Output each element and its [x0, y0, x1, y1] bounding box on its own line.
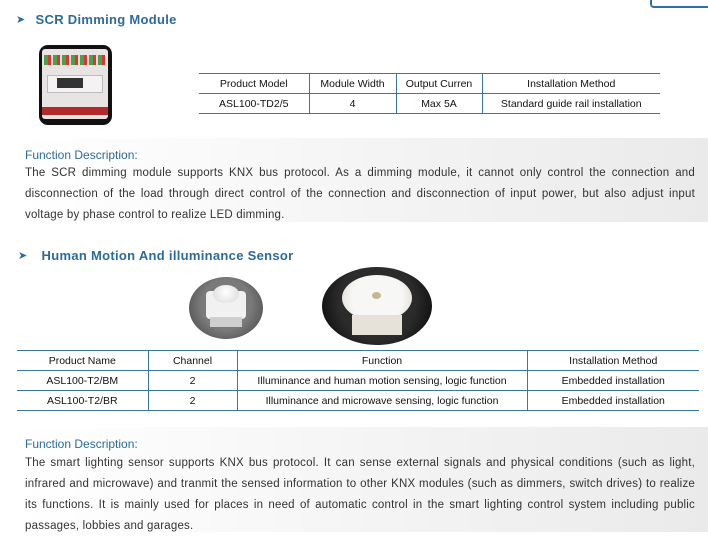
sensor-description-block — [18, 427, 708, 532]
sensor-spec-table — [17, 350, 699, 411]
arrowhead-icon: ➤ — [16, 14, 26, 26]
table-row — [199, 94, 660, 114]
table-cell: ASL100-T2/BR — [46, 394, 118, 407]
table-cell: 4 — [309, 94, 396, 114]
col-header: Output Curren — [396, 74, 482, 94]
description-text: The smart lighting sensor supports KNX bus protocol. It can sense external signals and physical conditions (such as light, infrared and microwave) and tranmit the sensed information to other KNX modules (such as dimmers, switch drives) to realize its functions. It is mainly used for places in need of automatic control in the smart lighting control system including public passages, lobbies and garages. — [25, 457, 695, 532]
table-header-row — [199, 74, 660, 94]
col-header: Module Width — [309, 74, 396, 94]
scr-description-block — [18, 138, 708, 222]
table-header-row — [17, 351, 699, 371]
sensor-section-heading — [18, 248, 294, 263]
col-header: Installation Method — [527, 351, 699, 371]
col-header: Channel — [148, 351, 237, 371]
table-cell: Illuminance and microwave sensing, logic function — [237, 391, 527, 411]
sensor-heading-text: Human Motion And illuminance Sensor — [41, 248, 294, 263]
col-header: Function — [237, 351, 527, 371]
col-header: Product Model — [199, 74, 309, 94]
table-cell: 2 — [148, 391, 237, 411]
scr-module-photo — [39, 45, 112, 125]
table-cell: Embedded installation — [527, 391, 699, 411]
scr-section-heading — [16, 12, 177, 27]
brand-logo-fragment — [650, 0, 708, 8]
description-title: Function Description: — [25, 437, 138, 451]
col-header: Product Name — [17, 351, 148, 371]
microwave-sensor-photo — [322, 267, 432, 345]
table-cell: Max 5A — [396, 94, 482, 114]
table-row — [17, 371, 699, 391]
table-cell: ASL100-T2/BM — [17, 371, 148, 391]
table-cell: Embedded installation — [527, 371, 699, 391]
table-cell: Standard guide rail installation — [482, 94, 660, 114]
motion-sensor-photo — [189, 277, 263, 339]
description-title: Function Description: — [25, 148, 138, 162]
table-row — [17, 391, 699, 411]
col-header: Installation Method — [482, 74, 660, 94]
table-cell: Illuminance and human motion sensing, logic function — [237, 371, 527, 391]
scr-spec-table — [199, 73, 660, 114]
table-cell: 2 — [148, 371, 237, 391]
scr-heading-text: SCR Dimming Module — [35, 12, 177, 27]
table-cell: ASL100-TD2/5 — [219, 97, 289, 110]
arrowhead-icon: ➤ — [18, 250, 28, 262]
description-text: The SCR dimming module supports KNX bus protocol. As a dimming module, it cannot only control the connection and disconnection of the load through direct control of the connection and disconnection of input power, but also adjust input voltage by phase control to realize LED dimming. — [25, 167, 695, 221]
